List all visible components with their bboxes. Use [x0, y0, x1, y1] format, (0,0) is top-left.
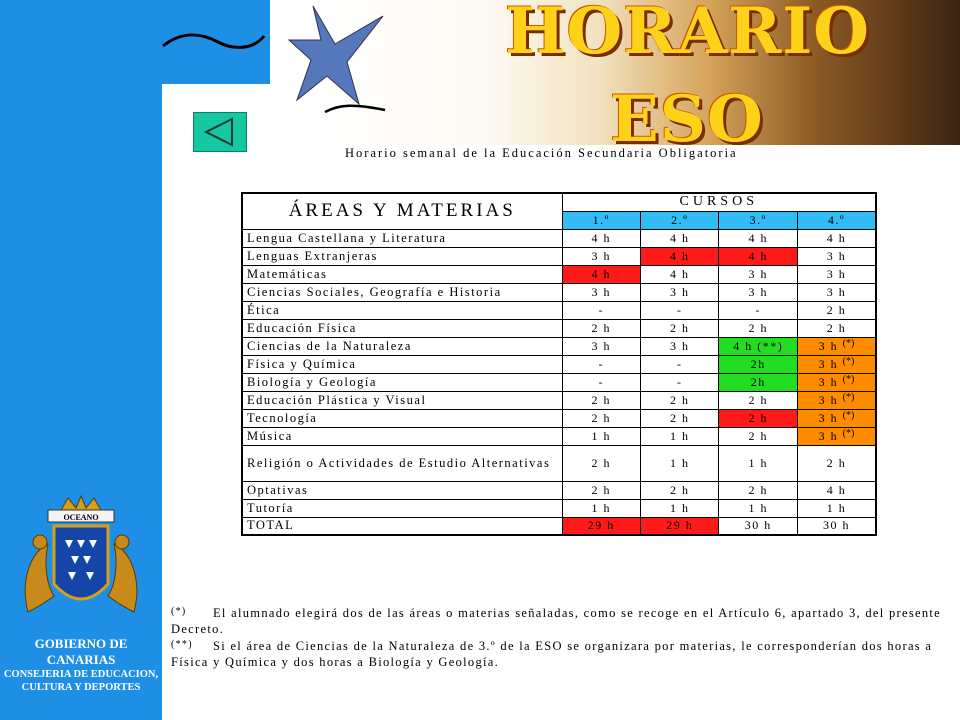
hours-cell: 4 h [562, 229, 640, 247]
asterisk-mark: (*) [842, 428, 855, 439]
hours-cell: 3 h [719, 265, 797, 283]
course-header: 3.º [719, 211, 797, 229]
hours-value: 3 h [818, 411, 839, 425]
hours-cell: 1 h [719, 445, 797, 481]
table-row [242, 319, 876, 337]
hours-cell: 2 h [562, 319, 640, 337]
department-name-line2: CULTURA Y DEPORTES [21, 682, 141, 693]
subject-cell: Matemáticas [242, 265, 562, 283]
hours-cell: 2 h [562, 391, 640, 409]
hours-cell: 2 h [719, 319, 797, 337]
hours-cell: 1 h [719, 499, 797, 517]
table-row [242, 355, 876, 373]
subject-cell: Optativas [242, 481, 562, 499]
table-row [242, 445, 876, 481]
subject-cell: Música [242, 427, 562, 445]
emblem-motto: OCEANO [63, 513, 99, 522]
hours-cell: 1 h [641, 427, 719, 445]
footnote-1 [171, 604, 951, 637]
table-row [242, 409, 876, 427]
course-header: 1.º [562, 211, 640, 229]
subject-cell: Física y Química [242, 355, 562, 373]
page-title-line1: HORARIO [505, 0, 870, 69]
total-cell: 29 h [562, 517, 640, 535]
hours-cell: 4 h [797, 481, 876, 499]
subject-cell: Educación Física [242, 319, 562, 337]
hours-cell-optional [797, 409, 876, 427]
table-row [242, 229, 876, 247]
hours-value: 3 h [818, 393, 839, 407]
table-row [242, 247, 876, 265]
total-cell: 30 h [797, 517, 876, 535]
subject-cell: Lenguas Extranjeras [242, 247, 562, 265]
subject-cell: Ciencias de la Naturaleza [242, 337, 562, 355]
hours-cell: - [562, 355, 640, 373]
total-cell: 29 h [641, 517, 719, 535]
hours-cell: - [562, 301, 640, 319]
hours-cell: 3 h [562, 247, 640, 265]
table-total-row [242, 517, 876, 535]
footnote-text: El alumnado elegirá dos de las áreas o materias señaladas, como se recoge en el Artículo 6, apartado 3, del presente Decreto. [171, 606, 942, 636]
subject-cell: Ciencias Sociales, Geografía e Historia [242, 283, 562, 301]
course-header: 4.º [797, 211, 876, 229]
hours-cell: - [719, 301, 797, 319]
hours-cell: 4 h [719, 229, 797, 247]
hours-value: 3 h [818, 339, 839, 353]
hours-cell: 4 h (**) [719, 337, 797, 355]
hours-cell: - [562, 373, 640, 391]
page-subtitle: Horario semanal de la Educación Secundaria Obligatoria [345, 146, 738, 160]
hours-cell: 3 h [562, 337, 640, 355]
asterisk-mark: (*) [842, 392, 855, 403]
hours-value: 3 h [818, 357, 839, 371]
back-button[interactable] [193, 112, 247, 152]
hours-cell-optional [797, 337, 876, 355]
hours-cell-optional [797, 391, 876, 409]
hours-cell: 2 h [797, 301, 876, 319]
government-name: GOBIERNO DE CANARIAS [34, 636, 128, 667]
hours-cell: 2 h [562, 409, 640, 427]
table-row [242, 337, 876, 355]
hours-cell: 3 h [641, 283, 719, 301]
hours-cell: 4 h [797, 229, 876, 247]
hours-cell: 2h [719, 355, 797, 373]
schedule-table [241, 192, 877, 536]
subject-cell: Biología y Geología [242, 373, 562, 391]
hours-cell: 2 h [641, 409, 719, 427]
hours-cell: 4 h [641, 247, 719, 265]
table-row [242, 301, 876, 319]
total-label: TOTAL [242, 517, 562, 535]
hours-cell: 3 h [797, 283, 876, 301]
hours-cell: 4 h [641, 229, 719, 247]
course-header: 2.º [641, 211, 719, 229]
hours-cell-optional [797, 427, 876, 445]
hours-cell: 1 h [562, 427, 640, 445]
subject-cell: Lengua Castellana y Literatura [242, 229, 562, 247]
hours-cell-optional [797, 355, 876, 373]
subject-cell: Religión o Actividades de Estudio Alternativas [242, 445, 562, 481]
subject-cell: Tecnología [242, 409, 562, 427]
subject-cell: Educación Plástica y Visual [242, 391, 562, 409]
hours-cell: 2 h [719, 409, 797, 427]
areas-header: ÁREAS Y MATERIAS [242, 193, 562, 229]
cursos-header: CURSOS [562, 193, 876, 211]
hours-cell: 1 h [562, 499, 640, 517]
table-header-row [242, 193, 876, 211]
table-row [242, 391, 876, 409]
hours-cell: 2 h [719, 481, 797, 499]
canarias-coat-of-arms-icon [10, 492, 152, 634]
hours-cell: 1 h [641, 499, 719, 517]
table-row [242, 373, 876, 391]
hours-cell: 4 h [641, 265, 719, 283]
asterisk-mark: (*) [842, 410, 855, 421]
hours-cell: - [641, 373, 719, 391]
hours-cell: 4 h [719, 247, 797, 265]
hours-cell: 3 h [641, 337, 719, 355]
subject-cell: Ética [242, 301, 562, 319]
hours-cell: 2 h [641, 481, 719, 499]
hours-cell: 2 h [719, 391, 797, 409]
hours-value: 3 h [818, 429, 839, 443]
asterisk-mark: (*) [842, 374, 855, 385]
hours-cell: 2 h [641, 319, 719, 337]
asterisk-mark: (*) [842, 356, 855, 367]
footnote-mark: (*) [171, 606, 187, 617]
tilde-decoration-icon [158, 22, 268, 62]
hours-cell: 3 h [719, 283, 797, 301]
hours-cell: 2 h [641, 391, 719, 409]
hours-cell: - [641, 301, 719, 319]
hours-cell: 4 h [562, 265, 640, 283]
page-title-line2: ESO [610, 82, 764, 157]
hours-cell: 3 h [797, 265, 876, 283]
hours-cell: 3 h [797, 247, 876, 265]
table-row [242, 427, 876, 445]
table-row [242, 283, 876, 301]
hours-cell: 1 h [797, 499, 876, 517]
department-name-line1: CONSEJERIA DE EDUCACION, [3, 669, 159, 680]
subject-cell: Tutoría [242, 499, 562, 517]
triangle-left-icon [202, 117, 238, 147]
hours-cell: 2 h [797, 445, 876, 481]
table-row [242, 481, 876, 499]
footnote-2 [171, 637, 951, 670]
star-icon [285, 4, 395, 119]
table-row [242, 265, 876, 283]
total-cell: 30 h [719, 517, 797, 535]
asterisk-mark: (*) [842, 338, 855, 349]
table-row [242, 499, 876, 517]
hours-cell: 2 h [562, 481, 640, 499]
hours-value: 3 h [818, 375, 839, 389]
hours-cell: 2h [719, 373, 797, 391]
footnote-text: Si el área de Ciencias de la Naturaleza de 3.º de la ESO se organizara por materias, le corresponderían dos horas a Física y Química y dos horas a Biología y Geología. [171, 639, 933, 669]
hours-cell: 2 h [719, 427, 797, 445]
footnote-mark: (**) [171, 639, 193, 650]
hours-cell: 2 h [797, 319, 876, 337]
hours-cell: 1 h [641, 445, 719, 481]
hours-cell-optional [797, 373, 876, 391]
hours-cell: 3 h [562, 283, 640, 301]
footnotes [171, 604, 951, 670]
government-branding [0, 636, 162, 694]
hours-cell: 2 h [562, 445, 640, 481]
hours-cell: - [641, 355, 719, 373]
